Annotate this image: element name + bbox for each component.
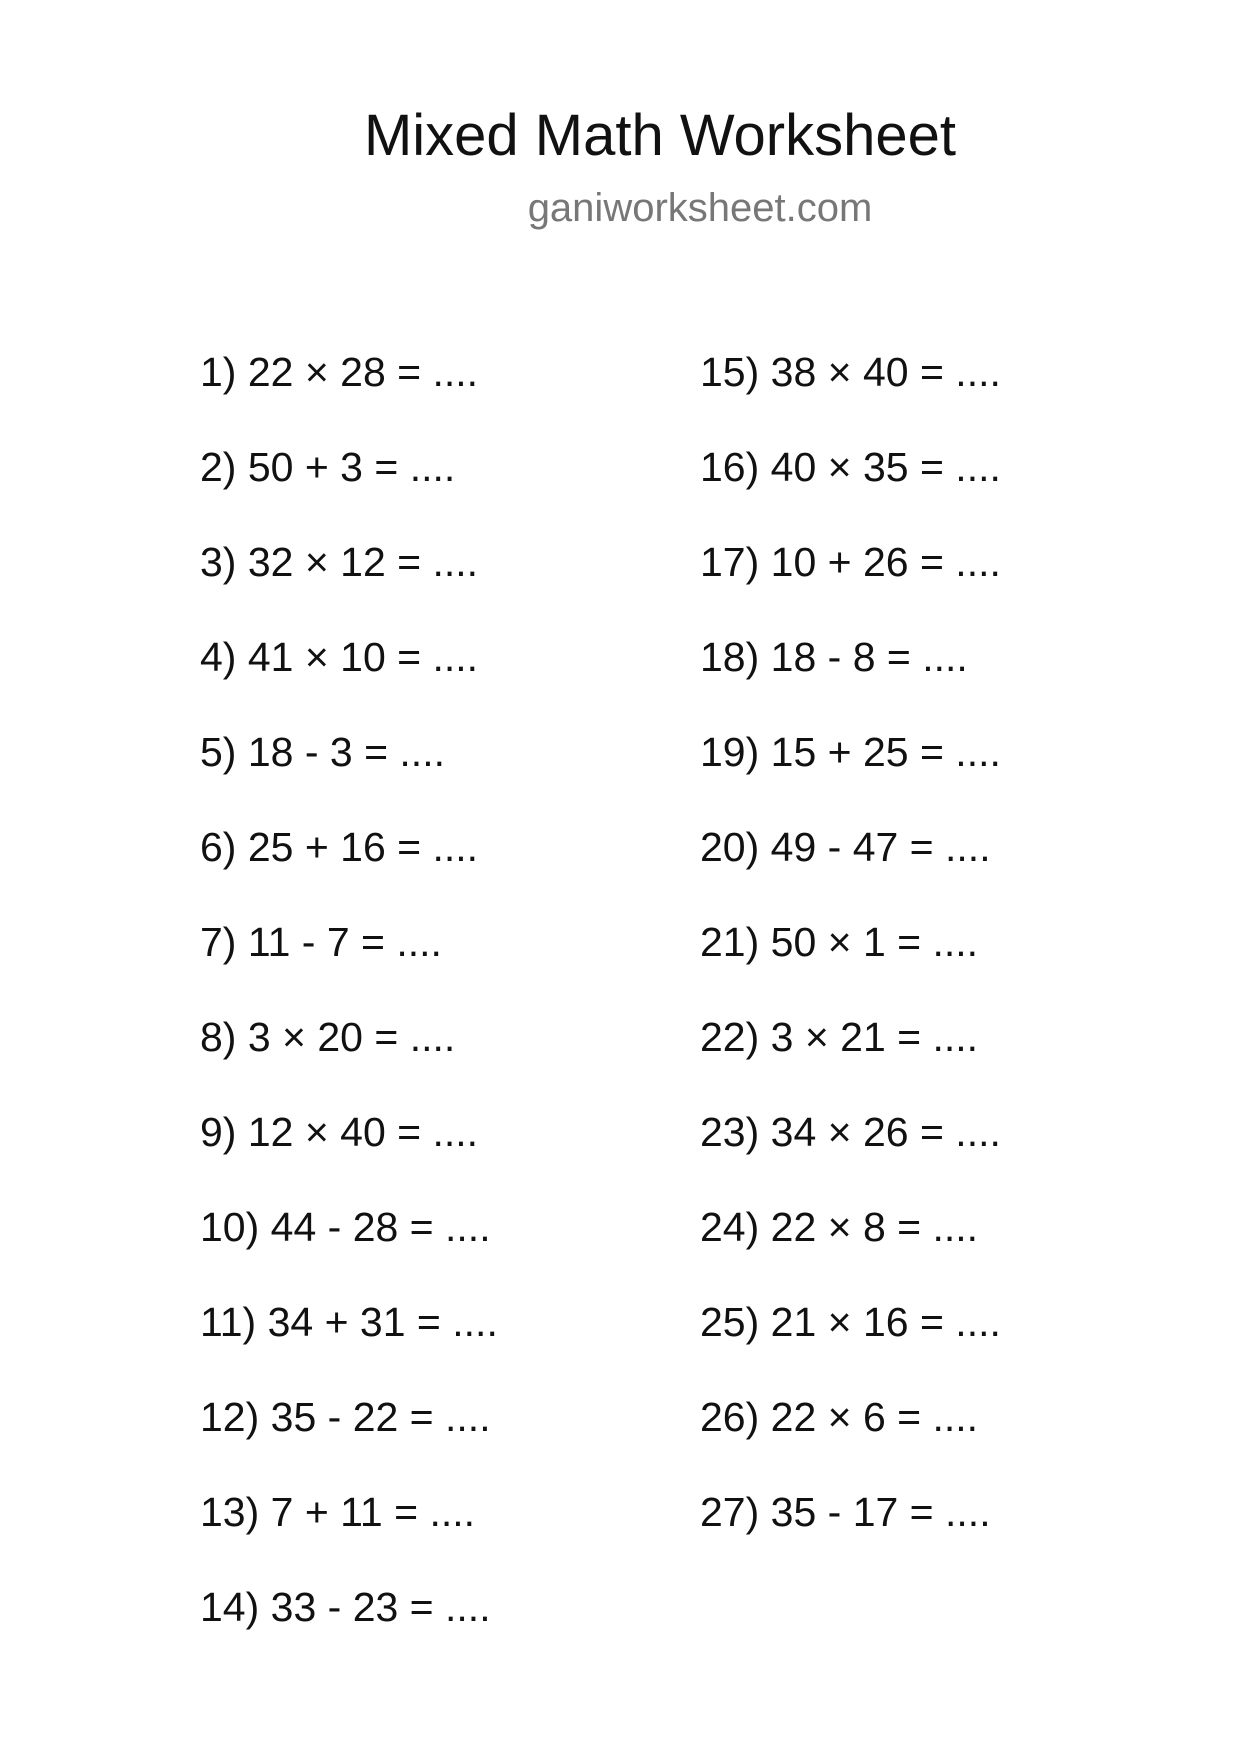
problems-right-column — [700, 348, 1001, 1583]
problem-item: 6) 25 + 16 = .... — [200, 824, 479, 870]
problem-item: 3) 32 × 12 = .... — [200, 539, 479, 585]
problem-item: 17) 10 + 26 = .... — [700, 539, 1001, 585]
problem-item: 18) 18 - 8 = .... — [700, 634, 968, 680]
problem-item: 22) 3 × 21 = .... — [700, 1014, 979, 1060]
worksheet-source: ganiworksheet.com — [527, 186, 873, 230]
problem-item: 24) 22 × 8 = .... — [700, 1204, 979, 1250]
problem-item: 11) 34 + 31 = .... — [200, 1299, 498, 1345]
problem-item: 13) 7 + 11 = .... — [200, 1489, 476, 1535]
worksheet-title: Mixed Math Worksheet — [363, 103, 957, 168]
problem-item: 8) 3 × 20 = .... — [200, 1014, 456, 1060]
problem-item: 4) 41 × 10 = .... — [200, 634, 479, 680]
problem-item: 19) 15 + 25 = .... — [700, 729, 1001, 775]
problem-item: 25) 21 × 16 = .... — [700, 1299, 1001, 1345]
problem-item: 12) 35 - 22 = .... — [200, 1394, 491, 1440]
problem-item: 26) 22 × 6 = .... — [700, 1394, 979, 1440]
problem-item: 15) 38 × 40 = .... — [700, 349, 1001, 395]
problem-item: 5) 18 - 3 = .... — [200, 729, 445, 775]
problem-item: 10) 44 - 28 = .... — [200, 1204, 491, 1250]
problem-item: 23) 34 × 26 = .... — [700, 1109, 1001, 1155]
problem-item: 16) 40 × 35 = .... — [700, 444, 1001, 490]
problem-item: 14) 33 - 23 = .... — [200, 1584, 491, 1630]
problem-item: 20) 49 - 47 = .... — [700, 824, 991, 870]
problems-left-column — [200, 348, 498, 1678]
problem-item: 21) 50 × 1 = .... — [700, 919, 979, 965]
problem-item: 9) 12 × 40 = .... — [200, 1109, 479, 1155]
problem-item: 2) 50 + 3 = .... — [200, 444, 456, 490]
problem-item: 27) 35 - 17 = .... — [700, 1489, 991, 1535]
problem-item: 7) 11 - 7 = .... — [200, 919, 442, 965]
problem-item: 1) 22 × 28 = .... — [200, 349, 479, 395]
